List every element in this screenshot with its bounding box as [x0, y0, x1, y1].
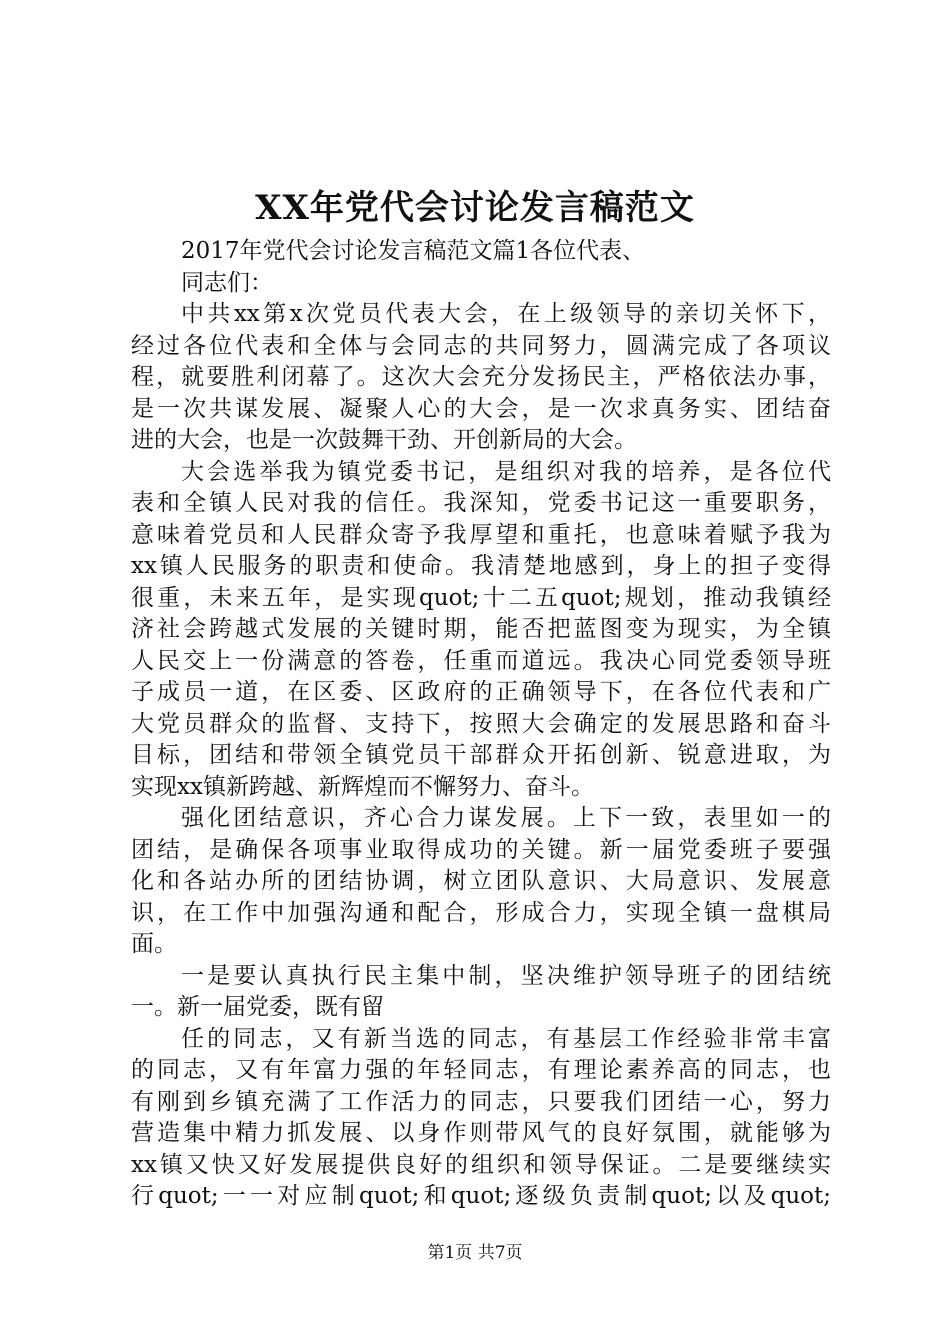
text-line: 2017年党代会讨论发言稿范文篇1各位代表、 — [181, 238, 646, 264]
text-line: 目标，团结和带领全镇党员干部群众开拓创新、锐意进取，为 — [131, 742, 831, 768]
text-line: 面。 — [131, 931, 177, 957]
text-line: xx镇人民服务的职责和使命。我清楚地感到，身上的担子变得 — [131, 553, 831, 579]
text-line: 化和各站办所的团结协调，树立团队意识、大局意识、发展意 — [131, 868, 831, 894]
text-line: 大党员群众的监督、支持下，按照大会确定的发展思路和奋斗 — [131, 710, 831, 737]
text-line: 营造集中精力抓发展、以身作则带风气的良好氛围，就能够为 — [131, 1120, 831, 1146]
text-line: 意味着党员和人民群众寄予我厚望和重托，也意味着赋予我为 — [131, 521, 831, 548]
text-line: 经过各位代表和全体与会同志的共同努力，圆满完成了各项议 — [131, 332, 831, 359]
text-line: 一是要认真执行民主集中制，坚决维护领导班子的团结统 — [181, 962, 831, 989]
text-line: 表和全镇人民对我的信任。我深知，党委书记这一重要职务， — [131, 490, 831, 516]
text-line: 很重，未来五年，是实现quot;十二五quot;规划，推动我镇经 — [131, 584, 831, 611]
text-line: 济社会跨越式发展的关键时期，能否把蓝图变为现实，为全镇 — [131, 616, 831, 642]
text-line: xx镇又快又好发展提供良好的组织和领导保证。二是要继续实 — [131, 1151, 831, 1178]
text-line: 中共xx第x次党员代表大会，在上级领导的亲切关怀下， — [181, 301, 831, 327]
text-line: 子成员一道，在区委、区政府的正确领导下，在各位代表和广 — [131, 679, 831, 705]
text-line: 人民交上一份满意的答卷，任重而道远。我决心同党委领导班 — [131, 647, 831, 674]
text-line: 一。新一届党委，既有留 — [131, 994, 384, 1020]
text-line: 进的大会，也是一次鼓舞干劲、开创新局的大会。 — [131, 427, 637, 453]
text-line: 任的同志，又有新当选的同志，有基层工作经验非常丰富 — [181, 1025, 831, 1052]
text-line: 实现xx镇新跨越、新辉煌而不懈努力、奋斗。 — [131, 773, 594, 800]
text-line: 同志们： — [181, 269, 273, 296]
text-line: 有刚到乡镇充满了工作活力的同志，只要我们团结一心，努力 — [131, 1088, 831, 1115]
text-line: 程，就要胜利闭幕了。这次大会充分发扬民主，严格依法办事， — [131, 364, 831, 390]
text-line: 大会选举我为镇党委书记，是组织对我的培养，是各位代 — [181, 458, 831, 485]
document-body — [131, 236, 831, 1213]
text-line: 是一次共谋发展、凝聚人心的大会，是一次求真务实、团结奋 — [131, 395, 831, 422]
text-line: 行quot;一一对应制quot;和quot;逐级负责制quot;以及quot; — [131, 1183, 831, 1209]
text-line: 团结，是确保各项事业取得成功的关键。新一届党委班子要强 — [131, 836, 831, 863]
text-line: 的同志，又有年富力强的年轻同志，有理论素养高的同志，也 — [131, 1057, 831, 1083]
document-title: XX年党代会讨论发言稿范文 — [255, 188, 695, 228]
text-line: 识，在工作中加强沟通和配合，形成合力，实现全镇一盘棋局 — [131, 899, 831, 926]
text-line: 强化团结意识，齐心合力谋发展。上下一致，表里如一的 — [181, 805, 831, 831]
page-footer: 第1页 共7页 — [427, 1243, 523, 1263]
